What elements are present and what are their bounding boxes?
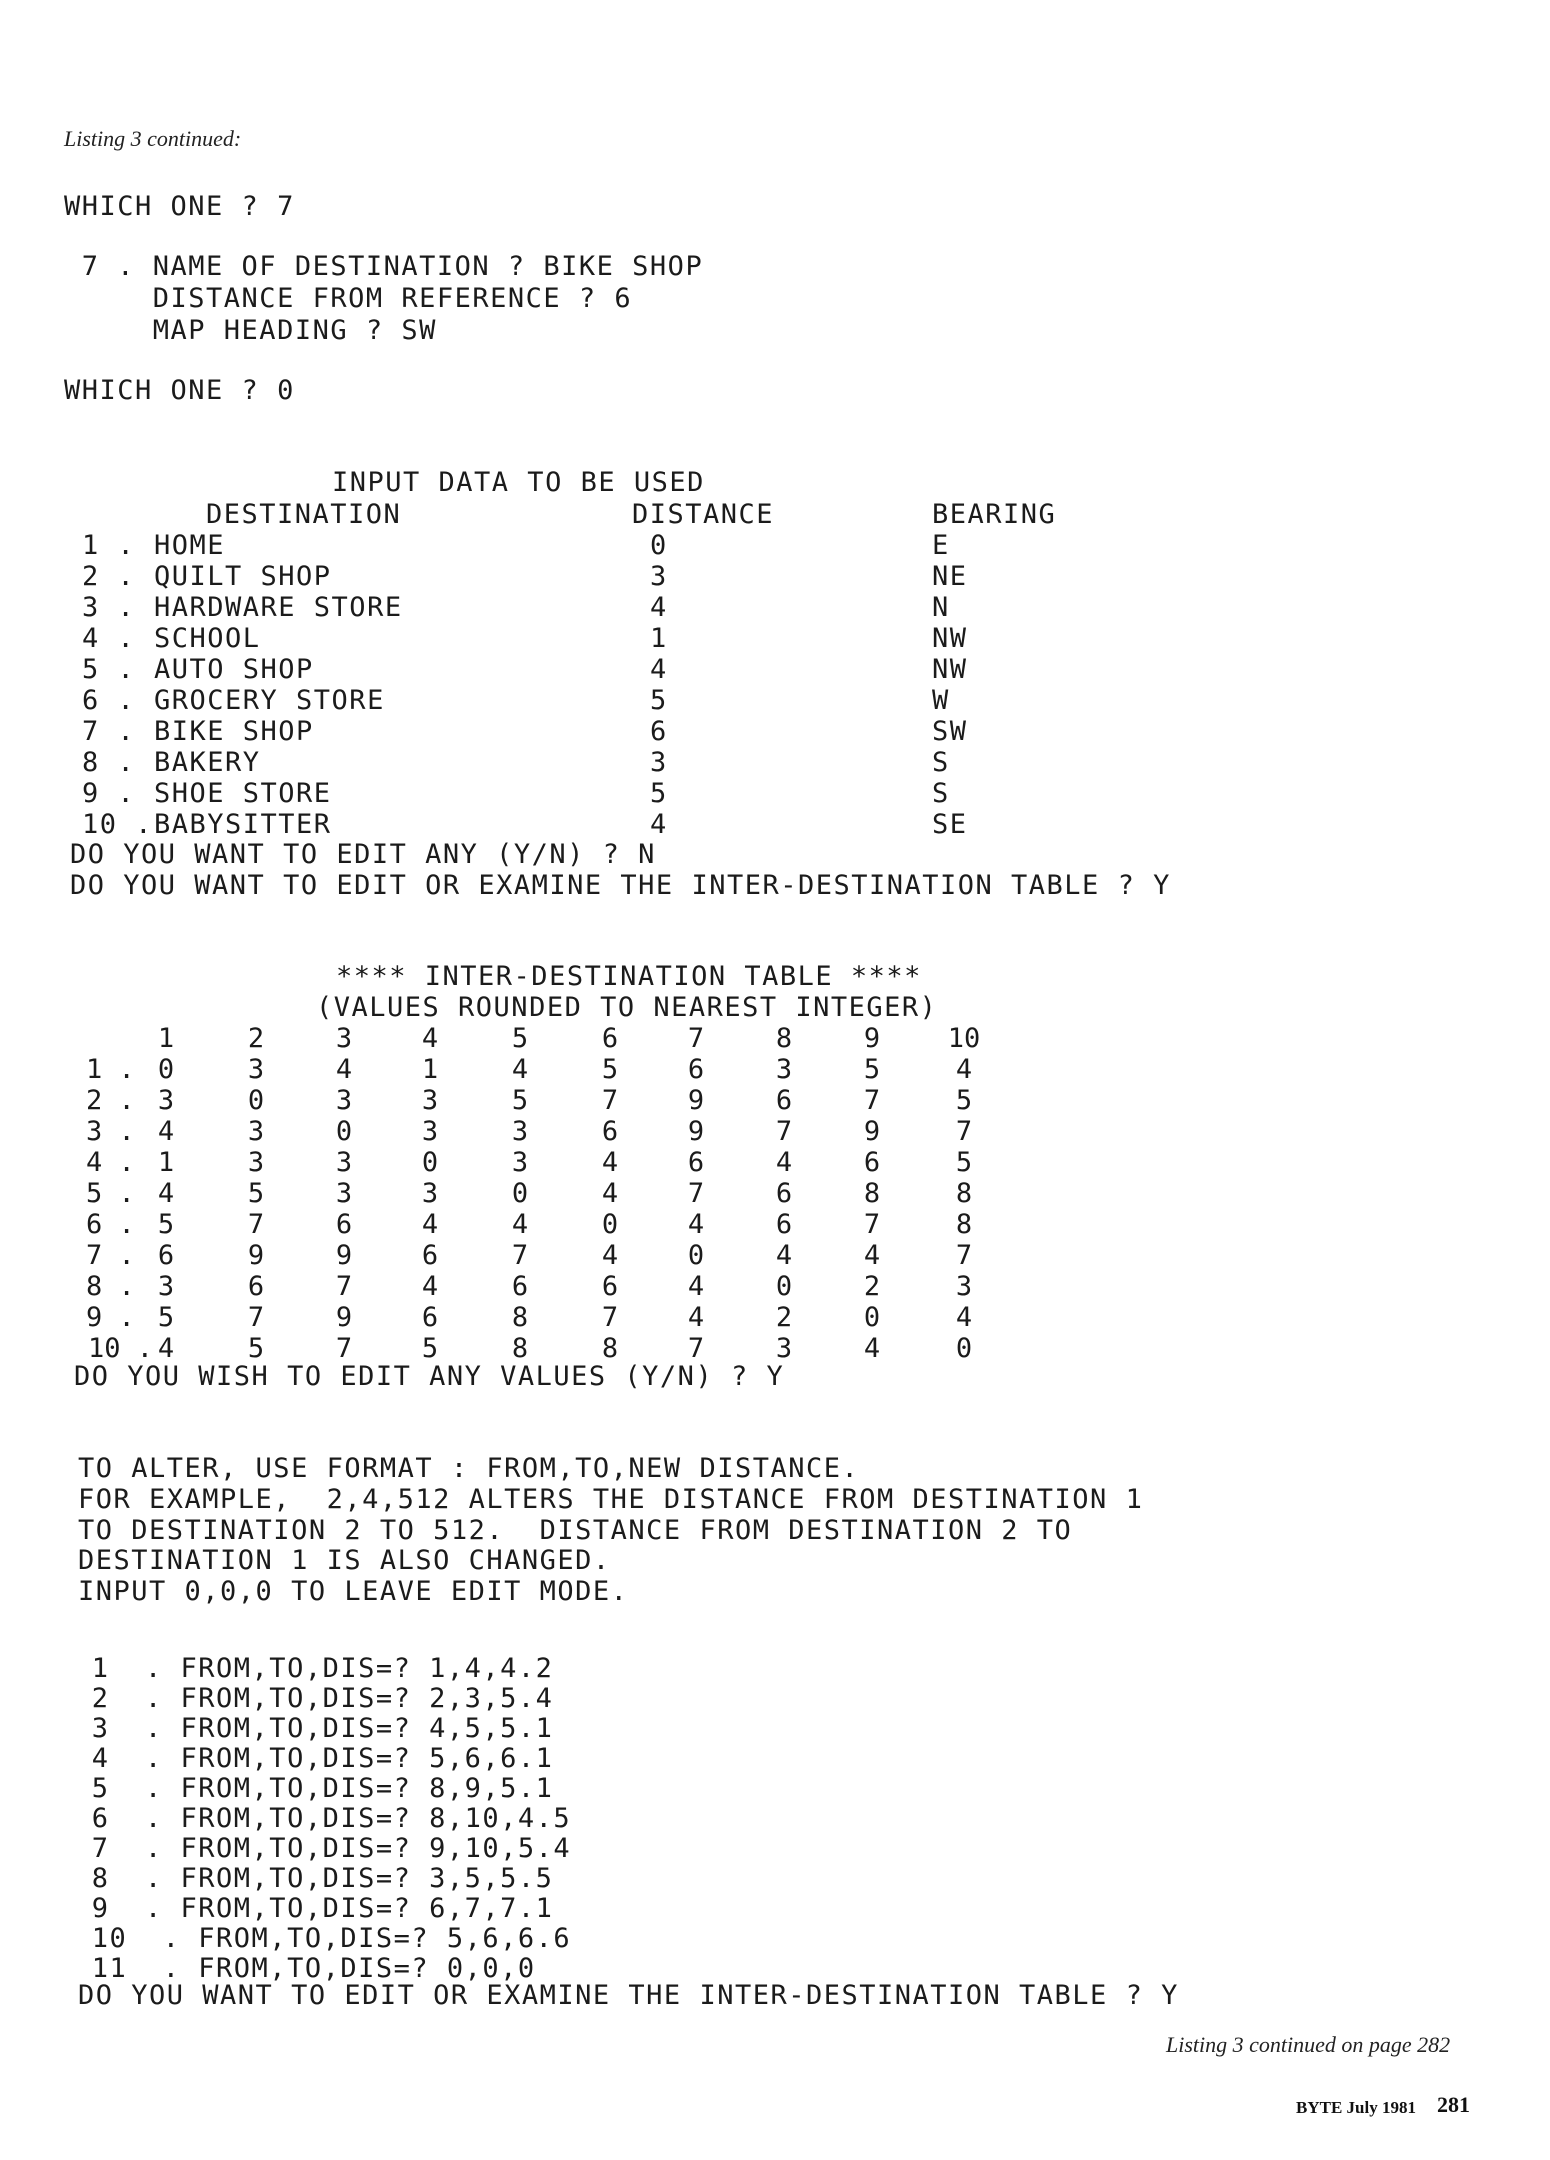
inter-cell: 0 (955, 1333, 973, 1364)
inter-cell: 6 (601, 1271, 619, 1302)
inter-row-label: 8 . (86, 1271, 135, 1302)
inter-cell: 9 (335, 1240, 353, 1271)
inter-cell: 4 (601, 1178, 619, 1209)
input-row-number: 3 . (82, 592, 136, 623)
inter-cell: 4 (687, 1302, 705, 1333)
inter-cell: 7 (775, 1116, 793, 1147)
inter-cell: 7 (335, 1333, 353, 1364)
inter-cell: 5 (157, 1209, 175, 1240)
prompt-examine-table: DO YOU WANT TO EDIT OR EXAMINE THE INTER-DESTINATION TABLE ? Y (70, 870, 1171, 901)
input-table-title: INPUT DATA TO BE USED (332, 467, 705, 498)
inter-cell: 3 (775, 1054, 793, 1085)
inter-cell: 6 (511, 1271, 529, 1302)
inter-cell: 3 (247, 1147, 265, 1178)
inter-cell: 7 (863, 1209, 881, 1240)
inter-cell: 6 (775, 1178, 793, 1209)
input-row-name: BIKE SHOP (154, 716, 314, 747)
session-line: WHICH ONE ? 7 (64, 191, 295, 222)
edit-line: 1 . FROM,TO,DIS=? 1,4,4.2 (74, 1653, 554, 1684)
inter-cell: 9 (335, 1302, 353, 1333)
input-row-distance: 4 (650, 592, 668, 623)
edit-line: 10 . FROM,TO,DIS=? 5,6,6.6 (74, 1923, 572, 1954)
inter-cell: 8 (955, 1209, 973, 1240)
inter-cell: 8 (863, 1178, 881, 1209)
inter-cell: 7 (955, 1240, 973, 1271)
input-row-name: HARDWARE STORE (154, 592, 403, 623)
input-row-bearing: SE (932, 809, 968, 840)
input-row-distance: 6 (650, 716, 668, 747)
edit-line: 7 . FROM,TO,DIS=? 9,10,5.4 (74, 1833, 572, 1864)
inter-cell: 4 (421, 1209, 439, 1240)
listing-continued-label: Listing 3 continued: (64, 126, 242, 151)
inter-col-header: 9 (863, 1023, 881, 1054)
inter-row-label: 2 . (86, 1085, 135, 1116)
inter-col-header: 6 (601, 1023, 619, 1054)
inter-cell: 5 (157, 1302, 175, 1333)
inter-cell: 5 (863, 1054, 881, 1085)
input-table-header-destination: DESTINATION (206, 499, 402, 530)
session-line: WHICH ONE ? 0 (64, 375, 295, 406)
input-row-distance: 0 (650, 530, 668, 561)
input-row-name: SCHOOL (154, 623, 261, 654)
inter-cell: 3 (335, 1085, 353, 1116)
inter-cell: 9 (247, 1240, 265, 1271)
input-row-distance: 1 (650, 623, 668, 654)
session-line: DISTANCE FROM REFERENCE ? 6 (64, 283, 633, 314)
inter-col-header: 4 (421, 1023, 439, 1054)
input-row-bearing: S (932, 747, 950, 778)
inter-table-title: **** INTER-DESTINATION TABLE **** (336, 961, 922, 992)
input-row-bearing: S (932, 778, 950, 809)
input-row-name: HOME (154, 530, 226, 561)
instruction-line: INPUT 0,0,0 TO LEAVE EDIT MODE. (78, 1576, 629, 1607)
inter-cell: 4 (863, 1240, 881, 1271)
instruction-line: TO DESTINATION 2 TO 512. DISTANCE FROM DESTINATION 2 TO (78, 1515, 1073, 1546)
inter-cell: 4 (775, 1240, 793, 1271)
session-line: MAP HEADING ? SW (64, 315, 437, 346)
inter-cell: 5 (247, 1333, 265, 1364)
inter-cell: 9 (687, 1116, 705, 1147)
inter-cell: 5 (247, 1178, 265, 1209)
inter-cell: 0 (863, 1302, 881, 1333)
input-row-distance: 5 (650, 685, 668, 716)
inter-cell: 4 (687, 1209, 705, 1240)
inter-cell: 4 (955, 1054, 973, 1085)
inter-cell: 6 (687, 1147, 705, 1178)
inter-cell: 4 (955, 1302, 973, 1333)
inter-cell: 3 (247, 1054, 265, 1085)
inter-col-header: 5 (511, 1023, 529, 1054)
prompt-edit-any: DO YOU WANT TO EDIT ANY (Y/N) ? N (70, 839, 656, 870)
inter-cell: 3 (511, 1116, 529, 1147)
inter-cell: 6 (601, 1116, 619, 1147)
input-row-number: 8 . (82, 747, 136, 778)
inter-cell: 9 (863, 1116, 881, 1147)
inter-cell: 5 (421, 1333, 439, 1364)
inter-cell: 4 (511, 1209, 529, 1240)
inter-row-label: 10 . (88, 1333, 154, 1364)
inter-cell: 6 (775, 1085, 793, 1116)
inter-cell: 6 (247, 1271, 265, 1302)
inter-cell: 7 (335, 1271, 353, 1302)
inter-cell: 7 (687, 1333, 705, 1364)
inter-row-label: 4 . (86, 1147, 135, 1178)
inter-cell: 3 (335, 1147, 353, 1178)
instruction-line: TO ALTER, USE FORMAT : FROM,TO,NEW DISTANCE. (78, 1453, 860, 1484)
instruction-line: DESTINATION 1 IS ALSO CHANGED. (78, 1545, 611, 1576)
inter-cell: 7 (863, 1085, 881, 1116)
input-row-bearing: E (932, 530, 950, 561)
inter-cell: 5 (955, 1085, 973, 1116)
edit-line: 8 . FROM,TO,DIS=? 3,5,5.5 (74, 1863, 554, 1894)
inter-cell: 6 (687, 1054, 705, 1085)
inter-cell: 0 (157, 1054, 175, 1085)
input-row-bearing: N (932, 592, 950, 623)
input-row-name: SHOE STORE (154, 778, 332, 809)
page-number: 281 (1437, 2092, 1470, 2117)
inter-col-header: 7 (687, 1023, 705, 1054)
inter-cell: 4 (511, 1054, 529, 1085)
magazine-issue: BYTE July 1981 (1296, 2098, 1416, 2117)
inter-cell: 4 (157, 1333, 175, 1364)
edit-line: 9 . FROM,TO,DIS=? 6,7,7.1 (74, 1893, 554, 1924)
input-row-number: 9 . (82, 778, 136, 809)
inter-cell: 0 (335, 1116, 353, 1147)
inter-cell: 4 (421, 1271, 439, 1302)
input-row-name: GROCERY STORE (154, 685, 385, 716)
input-row-distance: 3 (650, 561, 668, 592)
input-row-bearing: W (932, 685, 950, 716)
inter-cell: 7 (511, 1240, 529, 1271)
input-table-header-distance: DISTANCE (632, 499, 775, 530)
inter-cell: 5 (601, 1054, 619, 1085)
inter-cell: 4 (157, 1116, 175, 1147)
inter-cell: 4 (601, 1240, 619, 1271)
inter-cell: 6 (421, 1240, 439, 1271)
inter-cell: 7 (601, 1302, 619, 1333)
inter-cell: 6 (335, 1209, 353, 1240)
inter-col-header: 8 (775, 1023, 793, 1054)
prompt-edit-values: DO YOU WISH TO EDIT ANY VALUES (Y/N) ? Y (74, 1361, 785, 1392)
input-table-header-bearing: BEARING (932, 499, 1057, 530)
inter-cell: 6 (863, 1147, 881, 1178)
inter-cell: 8 (511, 1302, 529, 1333)
inter-row-label: 6 . (86, 1209, 135, 1240)
inter-col-header: 2 (247, 1023, 265, 1054)
inter-cell: 3 (775, 1333, 793, 1364)
inter-cell: 8 (511, 1333, 529, 1364)
inter-cell: 6 (421, 1302, 439, 1333)
edit-line: 2 . FROM,TO,DIS=? 2,3,5.4 (74, 1683, 554, 1714)
inter-cell: 0 (421, 1147, 439, 1178)
input-row-number: 4 . (82, 623, 136, 654)
input-row-distance: 3 (650, 747, 668, 778)
inter-cell: 2 (775, 1302, 793, 1333)
inter-cell: 4 (863, 1333, 881, 1364)
input-row-name: BABYSITTER (154, 809, 332, 840)
instruction-line: FOR EXAMPLE, 2,4,512 ALTERS THE DISTANCE FROM DESTINATION 1 (78, 1484, 1144, 1515)
final-prompt: DO YOU WANT TO EDIT OR EXAMINE THE INTER-DESTINATION TABLE ? Y (78, 1980, 1179, 2011)
inter-cell: 0 (601, 1209, 619, 1240)
edit-line: 3 . FROM,TO,DIS=? 4,5,5.1 (74, 1713, 554, 1744)
input-row-name: AUTO SHOP (154, 654, 314, 685)
inter-row-label: 5 . (86, 1178, 135, 1209)
inter-cell: 3 (421, 1178, 439, 1209)
inter-cell: 4 (335, 1054, 353, 1085)
inter-cell: 3 (157, 1085, 175, 1116)
inter-cell: 4 (601, 1147, 619, 1178)
inter-cell: 3 (421, 1085, 439, 1116)
inter-cell: 5 (955, 1147, 973, 1178)
inter-cell: 6 (157, 1240, 175, 1271)
input-row-number: 7 . (82, 716, 136, 747)
input-row-number: 2 . (82, 561, 136, 592)
input-row-bearing: SW (932, 716, 968, 747)
inter-row-label: 7 . (86, 1240, 135, 1271)
edit-line: 5 . FROM,TO,DIS=? 8,9,5.1 (74, 1773, 554, 1804)
input-row-name: BAKERY (154, 747, 261, 778)
input-row-number: 10 . (82, 809, 154, 840)
inter-col-header: 10 (947, 1023, 981, 1054)
inter-cell: 7 (247, 1302, 265, 1333)
inter-cell: 7 (687, 1178, 705, 1209)
inter-cell: 3 (247, 1116, 265, 1147)
edit-line: 6 . FROM,TO,DIS=? 8,10,4.5 (74, 1803, 572, 1834)
inter-col-header: 1 (157, 1023, 175, 1054)
inter-cell: 0 (775, 1271, 793, 1302)
inter-row-label: 9 . (86, 1302, 135, 1333)
inter-cell: 5 (511, 1085, 529, 1116)
inter-cell: 3 (335, 1178, 353, 1209)
inter-cell: 4 (157, 1178, 175, 1209)
inter-cell: 3 (421, 1116, 439, 1147)
inter-cell: 7 (955, 1116, 973, 1147)
inter-cell: 0 (247, 1085, 265, 1116)
input-row-name: QUILT SHOP (154, 561, 332, 592)
input-row-distance: 5 (650, 778, 668, 809)
inter-cell: 3 (157, 1271, 175, 1302)
input-row-number: 1 . (82, 530, 136, 561)
input-row-distance: 4 (650, 654, 668, 685)
inter-table-subtitle: (VALUES ROUNDED TO NEAREST INTEGER) (316, 992, 938, 1023)
edit-line: 4 . FROM,TO,DIS=? 5,6,6.1 (74, 1743, 554, 1774)
inter-cell: 0 (687, 1240, 705, 1271)
inter-cell: 0 (511, 1178, 529, 1209)
inter-cell: 4 (775, 1147, 793, 1178)
inter-cell: 9 (687, 1085, 705, 1116)
input-row-distance: 4 (650, 809, 668, 840)
inter-cell: 2 (863, 1271, 881, 1302)
inter-cell: 8 (601, 1333, 619, 1364)
inter-cell: 4 (687, 1271, 705, 1302)
input-row-number: 6 . (82, 685, 136, 716)
inter-cell: 3 (955, 1271, 973, 1302)
inter-row-label: 3 . (86, 1116, 135, 1147)
inter-col-header: 3 (335, 1023, 353, 1054)
inter-row-label: 1 . (86, 1054, 135, 1085)
session-line: 7 . NAME OF DESTINATION ? BIKE SHOP (64, 251, 704, 282)
inter-cell: 1 (157, 1147, 175, 1178)
inter-cell: 3 (511, 1147, 529, 1178)
input-row-bearing: NE (932, 561, 968, 592)
inter-cell: 6 (775, 1209, 793, 1240)
input-row-number: 5 . (82, 654, 136, 685)
inter-cell: 1 (421, 1054, 439, 1085)
edit-line: 11 . FROM,TO,DIS=? 0,0,0 (74, 1953, 536, 1984)
inter-cell: 7 (247, 1209, 265, 1240)
input-row-bearing: NW (932, 654, 968, 685)
inter-cell: 8 (955, 1178, 973, 1209)
inter-cell: 7 (601, 1085, 619, 1116)
continued-on-note: Listing 3 continued on page 282 (1166, 2032, 1451, 2057)
input-row-bearing: NW (932, 623, 968, 654)
